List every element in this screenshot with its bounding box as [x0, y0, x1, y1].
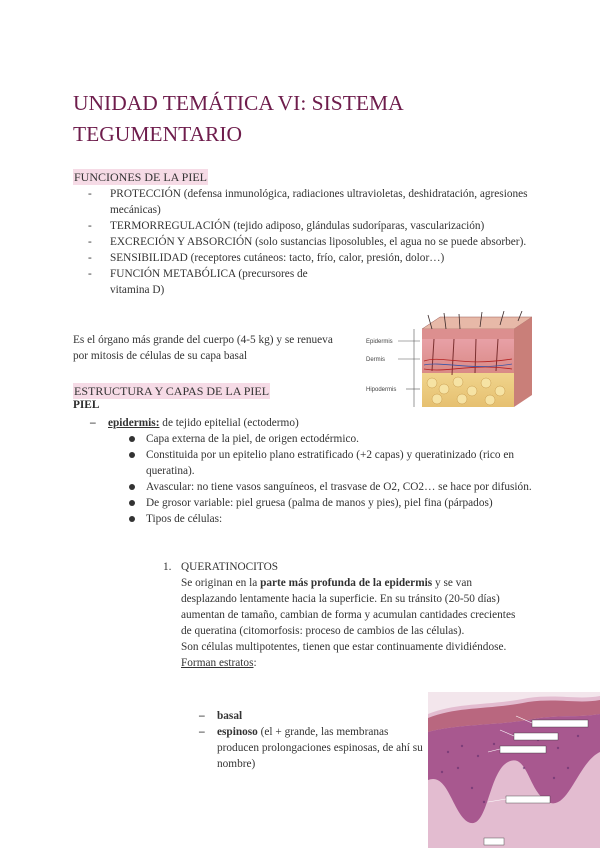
list-item [88, 218, 528, 234]
list-item [127, 479, 532, 495]
page-title: UNIDAD TEMÁTICA VI: SISTEMA TEGUMENTARIO [73, 91, 403, 146]
bullet-icon [129, 436, 135, 442]
item-number: 1. [163, 561, 172, 573]
list-item-text: Avascular: no tiene vasos sanguíneos, el trasvase de O2, CO2… se hace por difusión. [146, 481, 532, 493]
list-item [88, 234, 528, 250]
list-item-text: Capa externa de la piel, de origen ectodérmico. [146, 433, 359, 445]
keratinocytes-block [163, 559, 523, 671]
bullet-icon [129, 516, 135, 522]
list-item-text: FUNCIÓN METABÓLICA (precursores de vitamina D) [110, 268, 308, 296]
dash-marker: – [199, 726, 205, 738]
list-item-text: TERMORREGULACIÓN (tejido adiposo, glándulas sudoríparas, vascularización) [110, 220, 485, 232]
bullet-icon [129, 484, 135, 490]
list-item [127, 447, 532, 479]
list-item [88, 186, 528, 218]
strata-heading [181, 655, 523, 671]
intro-paragraph: Es el órgano más grande del cuerpo (4-5 kg) y se renueva por mitosis de células de su capa basal [73, 334, 333, 362]
figure-label-dermis: Dermis [366, 357, 385, 363]
strata-heading-text: Forman estratos [181, 657, 254, 669]
list-item-text: Constituida por un epitelio plano estratificado (+2 capas) y queratinizado (rico en queratina). [146, 449, 515, 477]
list-item [127, 495, 532, 511]
list-item [127, 511, 532, 527]
functions-list [88, 186, 528, 298]
figure-label-hipodermis: Hipodermis [366, 387, 397, 393]
dash-marker: - [88, 252, 92, 264]
strata-heading-colon: : [253, 657, 257, 669]
skin-layers-figure [362, 311, 537, 413]
keratinocytes-paragraph [181, 575, 523, 639]
dash-marker: - [88, 268, 92, 280]
figure-label-epidermis: Epidermis [366, 339, 393, 345]
stratum-name: basal [217, 710, 243, 722]
list-item [88, 250, 528, 266]
section-heading-structure: ESTRUCTURA Y CAPAS DE LA PIEL [74, 384, 270, 398]
list-item-text: De grosor variable: piel gruesa (palma de manos y pies), piel fina (párpados) [146, 497, 493, 509]
epidermis-points [127, 431, 532, 527]
strata-list [199, 708, 429, 772]
keratinocytes-title: QUERATINOCITOS [181, 561, 279, 573]
emphasis-text: parte más profunda de la epidermis [260, 577, 433, 589]
list-item-text: SENSIBILIDAD (receptores cutáneos: tacto, frío, calor, presión, dolor…) [110, 252, 445, 264]
keratinocytes-paragraph-2: Son células multipotentes, tienen que estar continuamente dividiéndose. [181, 641, 507, 653]
list-item [127, 431, 532, 447]
list-item-text: EXCRECIÓN Y ABSORCIÓN (solo sustancias liposolubles, el agua no se puede absorber). [110, 236, 527, 248]
subheading-piel: PIEL [73, 399, 100, 411]
list-item-text: PROTECCIÓN (defensa inmunológica, radiaciones ultravioletas, deshidratación, agresiones mecánicas) [110, 188, 528, 216]
list-item [88, 266, 320, 298]
list-item [199, 708, 429, 724]
section-heading-functions: FUNCIONES DE LA PIEL [74, 170, 208, 184]
paragraph-text: y se van desplazando lentamente hacia la superficie. En su tránsito (20-50 días) aumentan de tamaño, cambian de forma y acumulan cantidades crecientes de queratina (citomorfosis: proceso de cambios de las células). [181, 577, 516, 637]
epidermis-desc: de tejido epitelial (ectodermo) [159, 417, 299, 429]
epidermis-term: epidermis: [108, 417, 160, 429]
paragraph-text: Se originan en la [181, 577, 261, 589]
dash-marker: - [88, 188, 92, 200]
dash-marker: – [199, 710, 205, 722]
dash-marker: - [88, 236, 92, 248]
list-item-text: Tipos de células: [146, 513, 223, 525]
dash-marker: - [88, 220, 92, 232]
histology-micrograph [428, 692, 600, 848]
stratum-desc: (el + grande, las membranas producen prolongaciones espinosas, de ahí su nombre) [217, 726, 423, 770]
list-item [199, 724, 429, 772]
stratum-name: espinoso [217, 726, 258, 738]
bullet-icon [129, 452, 135, 458]
bullet-icon [129, 500, 135, 506]
dash-marker: – [90, 417, 96, 429]
